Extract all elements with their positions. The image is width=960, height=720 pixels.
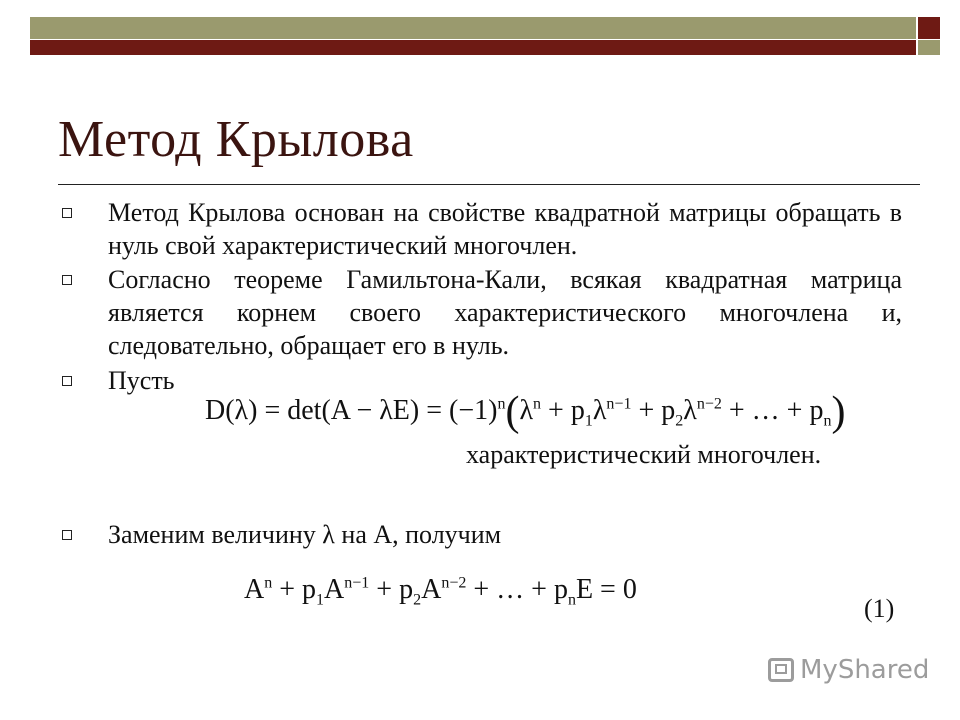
cayley-hamilton-formula: $A^n + p_1A^{n-1} + p_2A^{n-2}$ + … + $p_nE = 0$ bbox=[244, 574, 637, 609]
corner-decor-square-lower bbox=[918, 40, 940, 55]
watermark bbox=[768, 655, 929, 685]
top-decor-bar-olive bbox=[30, 17, 916, 39]
char-poly-formula: $D(\lambda) = \det(A - \lambda E) = (-1)^n(\lambda^n + p_1\lambda^{n-1} + p_2\lambda^{n-2}$ + … + $p_n$) bbox=[205, 389, 846, 435]
bullet-square-icon bbox=[62, 275, 72, 285]
bullet-square-icon bbox=[62, 530, 72, 540]
slide-title: Метод Крылова bbox=[58, 111, 414, 168]
top-decor-bar-maroon bbox=[30, 40, 916, 55]
watermark-text: MyShared bbox=[800, 655, 930, 685]
title-divider bbox=[58, 184, 920, 185]
char-poly-caption: характеристический многочлен. bbox=[466, 440, 822, 469]
bullet-text-4: Заменим величину λ на A, получим bbox=[108, 520, 502, 549]
bullet-square-icon bbox=[62, 208, 72, 218]
equation-number: (1) bbox=[864, 594, 895, 623]
bullet-square-icon bbox=[62, 376, 72, 386]
bullet-text-3: Пусть bbox=[108, 366, 175, 395]
bullet-text-1: Метод Крылова основан на свойстве квадратной матрицы обращать в нуль свой характеристический многочлен. bbox=[108, 198, 902, 260]
bullet-text-2: Согласно теореме Гамильтона-Кали, всякая квадратная матрица является корнем своего характеристического многочлена и, следовательно, обращает его в нуль. bbox=[108, 265, 902, 360]
myshared-logo-icon bbox=[768, 658, 794, 682]
corner-decor-square bbox=[918, 17, 940, 39]
